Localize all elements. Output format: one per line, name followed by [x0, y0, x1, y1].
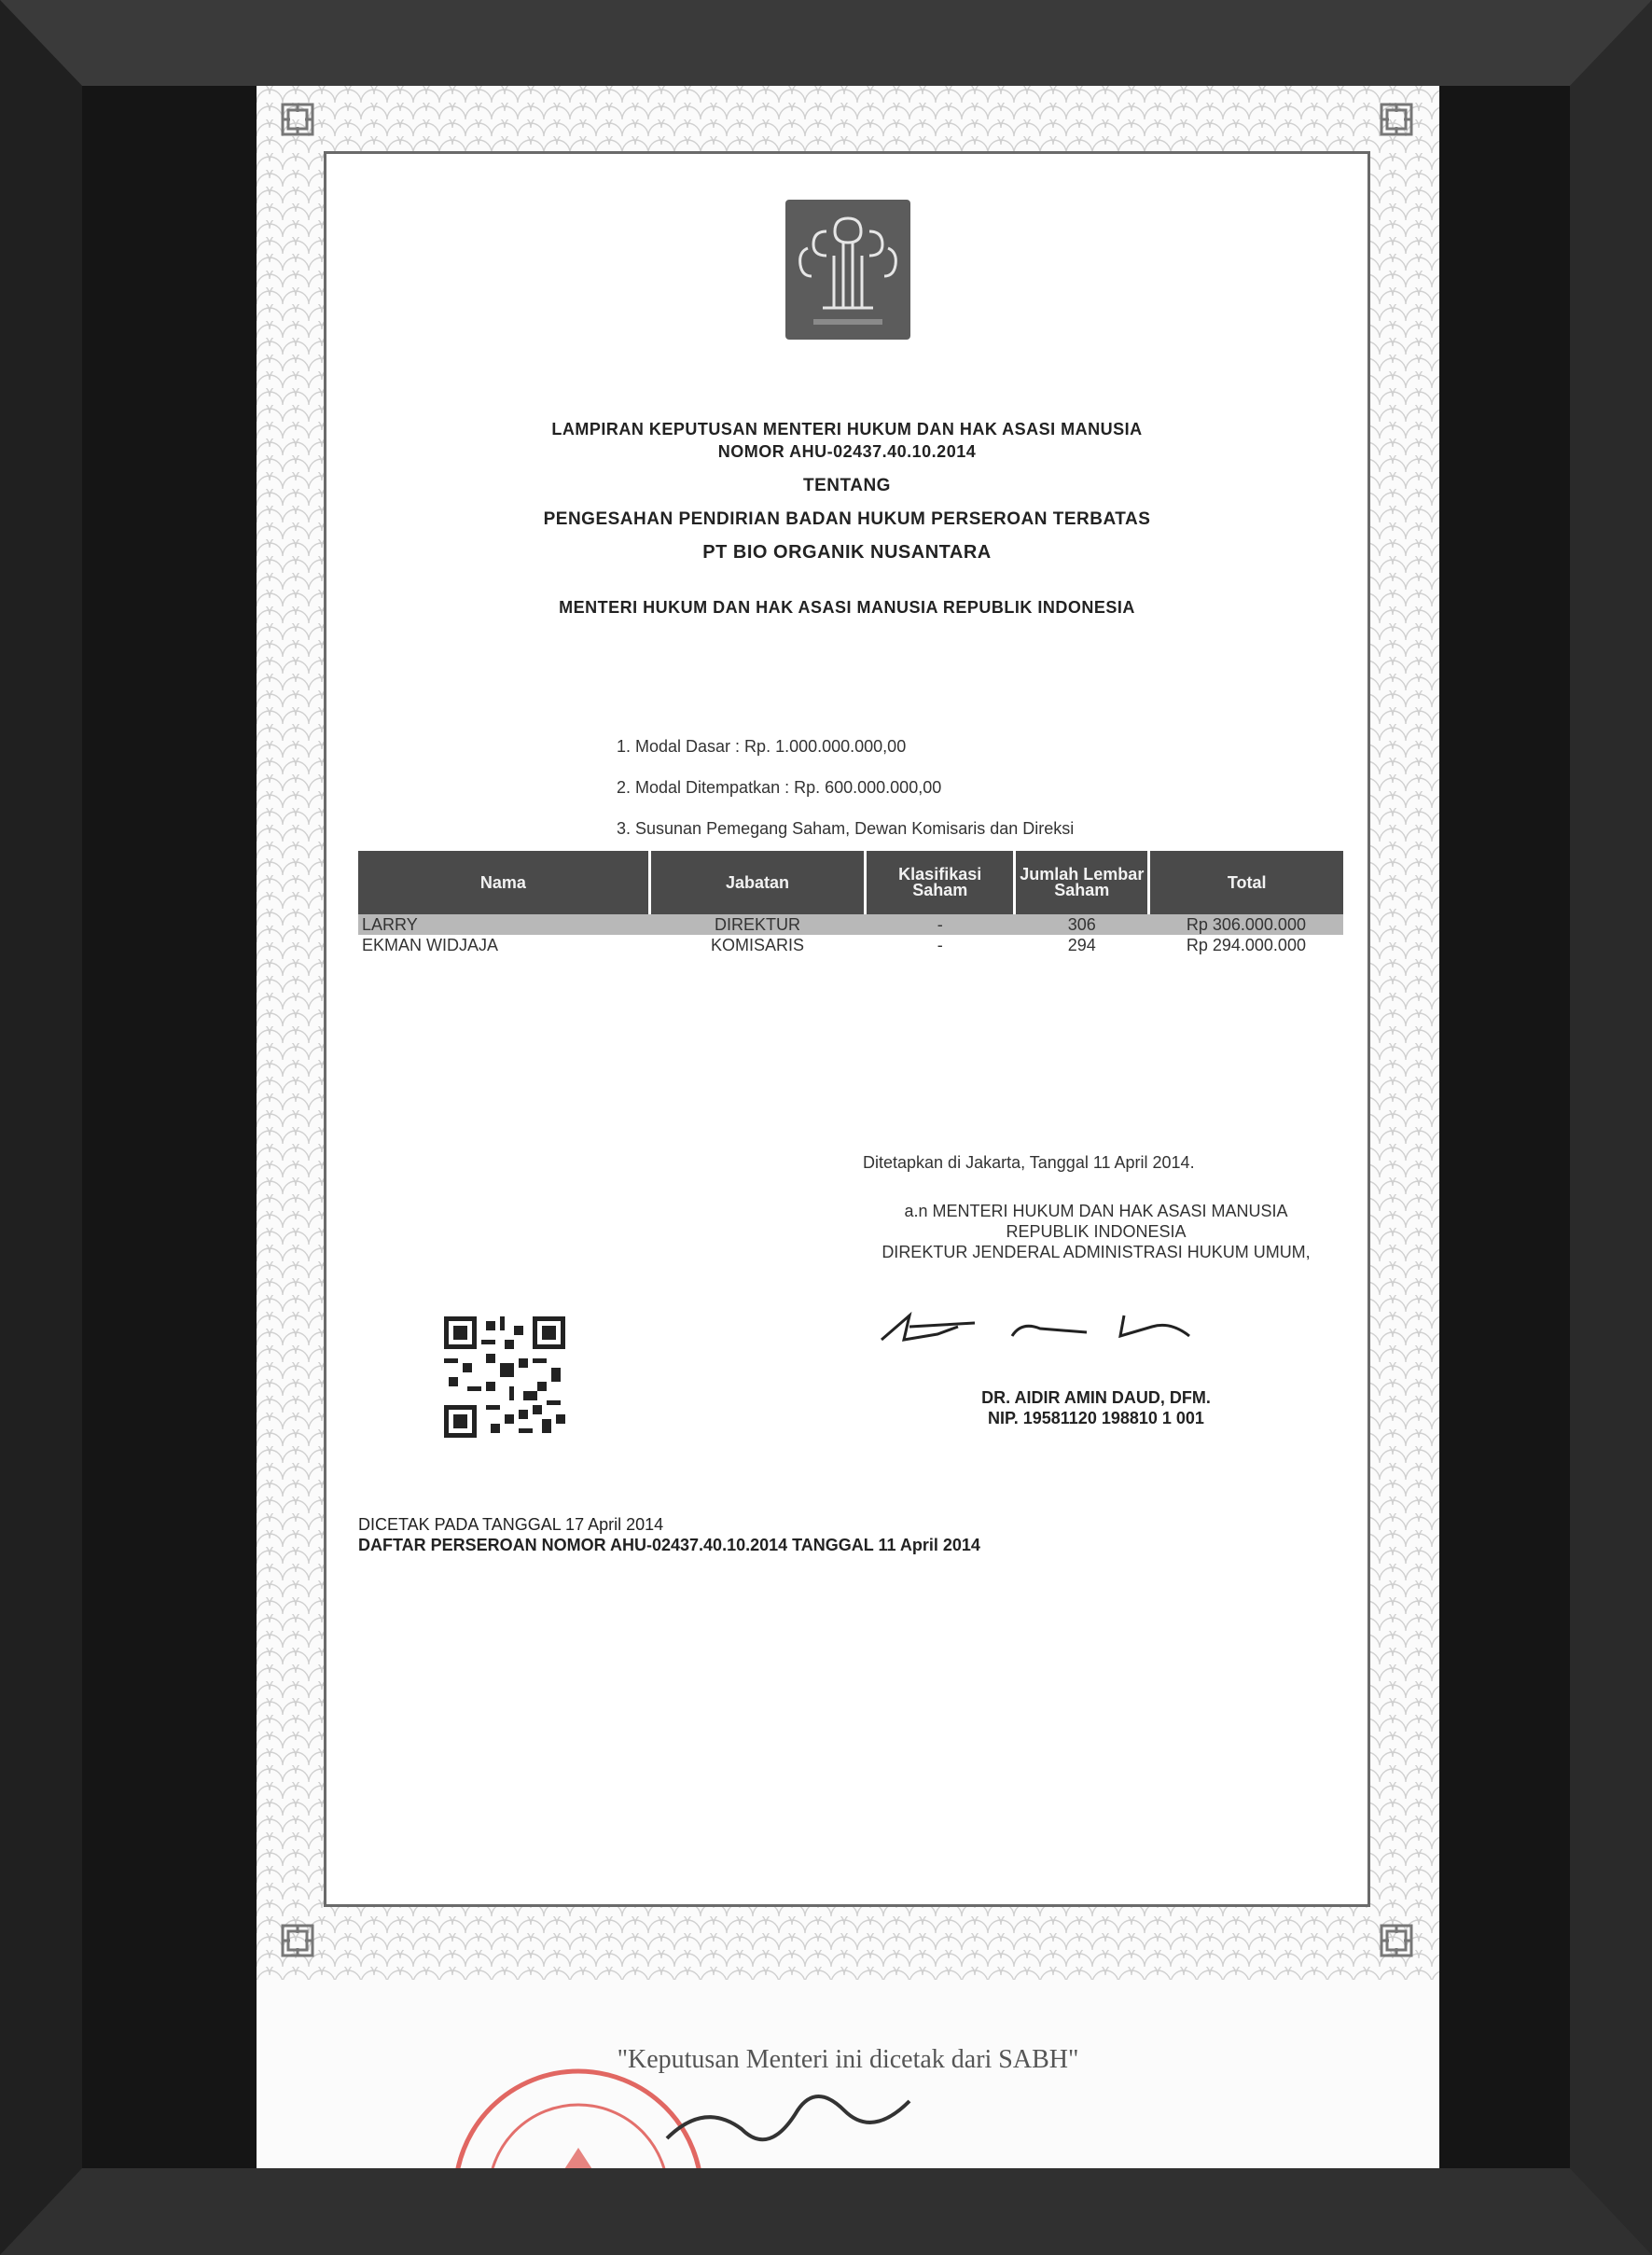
an-line-1: a.n MENTERI HUKUM DAN HAK ASASI MANUSIA: [904, 1202, 1288, 1220]
cell-klasifikasi: -: [937, 935, 943, 954]
header-company-name: PT BIO ORGANIK NUSANTARA: [702, 542, 992, 563]
pengayoman-tree-icon: [785, 200, 910, 340]
header-subject: PENGESAHAN PENDIRIAN BADAN HUKUM PERSEROAN TERBATAS: [543, 509, 1151, 529]
document-paper: [257, 86, 1439, 2168]
place-date: Ditetapkan di Jakarta, Tanggal 11 April 2014.: [863, 1153, 1195, 1172]
stamp-signature: [658, 2082, 993, 2168]
shareholder-table: [358, 851, 1343, 955]
cell-nama: EKMAN WIDJAJA: [362, 935, 499, 954]
col-total: Total: [1149, 851, 1343, 914]
cell-total: Rp 306.000.000: [1149, 914, 1343, 935]
cell-nama: LARRY: [358, 914, 649, 935]
cell-jumlah: 306: [1015, 914, 1149, 935]
col-jumlah: Jumlah Lembar Saham: [1015, 851, 1149, 914]
item-susunan: 3. Susunan Pemegang Saham, Dewan Komisaris dan Direksi: [617, 819, 1075, 838]
header-tentang: TENTANG: [803, 476, 891, 495]
item-modal-dasar: 1. Modal Dasar : Rp. 1.000.000.000,00: [617, 737, 907, 756]
cell-klasifikasi: -: [866, 914, 1015, 935]
table-header-row: [358, 851, 1343, 914]
col-klasifikasi: Klasifikasi Saham: [866, 851, 1015, 914]
ministry-logo: [785, 200, 910, 340]
cell-total: Rp 294.000.000: [1186, 935, 1306, 954]
qr-code: [444, 1316, 565, 1438]
table-row: [358, 914, 1343, 935]
signer-name: DR. AIDIR AMIN DAUD, DFM.: [981, 1388, 1211, 1407]
signer-nip: NIP. 19581120 198810 1 001: [988, 1409, 1204, 1427]
sabh-note: "Keputusan Menteri ini dicetak dari SABH": [617, 2045, 1079, 2074]
col-nama: Nama: [358, 851, 649, 914]
item-modal-ditempatkan: 2. Modal Ditempatkan : Rp. 600.000.000,00: [617, 778, 942, 797]
document-body-border: [324, 151, 1370, 1907]
header-decree-number: NOMOR AHU-02437.40.10.2014: [717, 442, 977, 461]
corner-ornament-icon: [1376, 1920, 1417, 1961]
corner-ornament-icon: [1376, 99, 1417, 140]
corner-ornament-icon: [277, 99, 318, 140]
col-jabatan: Jabatan: [649, 851, 865, 914]
register-number: DAFTAR PERSEROAN NOMOR AHU-02437.40.10.2014 TANGGAL 11 April 2014: [358, 1536, 980, 1554]
cell-jabatan: KOMISARIS: [710, 935, 804, 954]
cell-jumlah: 294: [1067, 935, 1096, 954]
cell-jabatan: DIREKTUR: [649, 914, 865, 935]
table-row: [358, 935, 1343, 955]
printed-date: DICETAK PADA TANGGAL 17 April 2014: [358, 1515, 664, 1534]
an-line-2: REPUBLIK INDONESIA: [1006, 1222, 1187, 1241]
header-line-1: LAMPIRAN KEPUTUSAN MENTERI HUKUM DAN HAK ASASI MANUSIA: [551, 420, 1143, 438]
an-line-3: DIREKTUR JENDERAL ADMINISTRASI HUKUM UMUM,: [882, 1243, 1311, 1261]
signature-image: [872, 1299, 1245, 1355]
header-minister: MENTERI HUKUM DAN HAK ASASI MANUSIA REPUBLIK INDONESIA: [559, 598, 1135, 617]
corner-ornament-icon: [277, 1920, 318, 1961]
